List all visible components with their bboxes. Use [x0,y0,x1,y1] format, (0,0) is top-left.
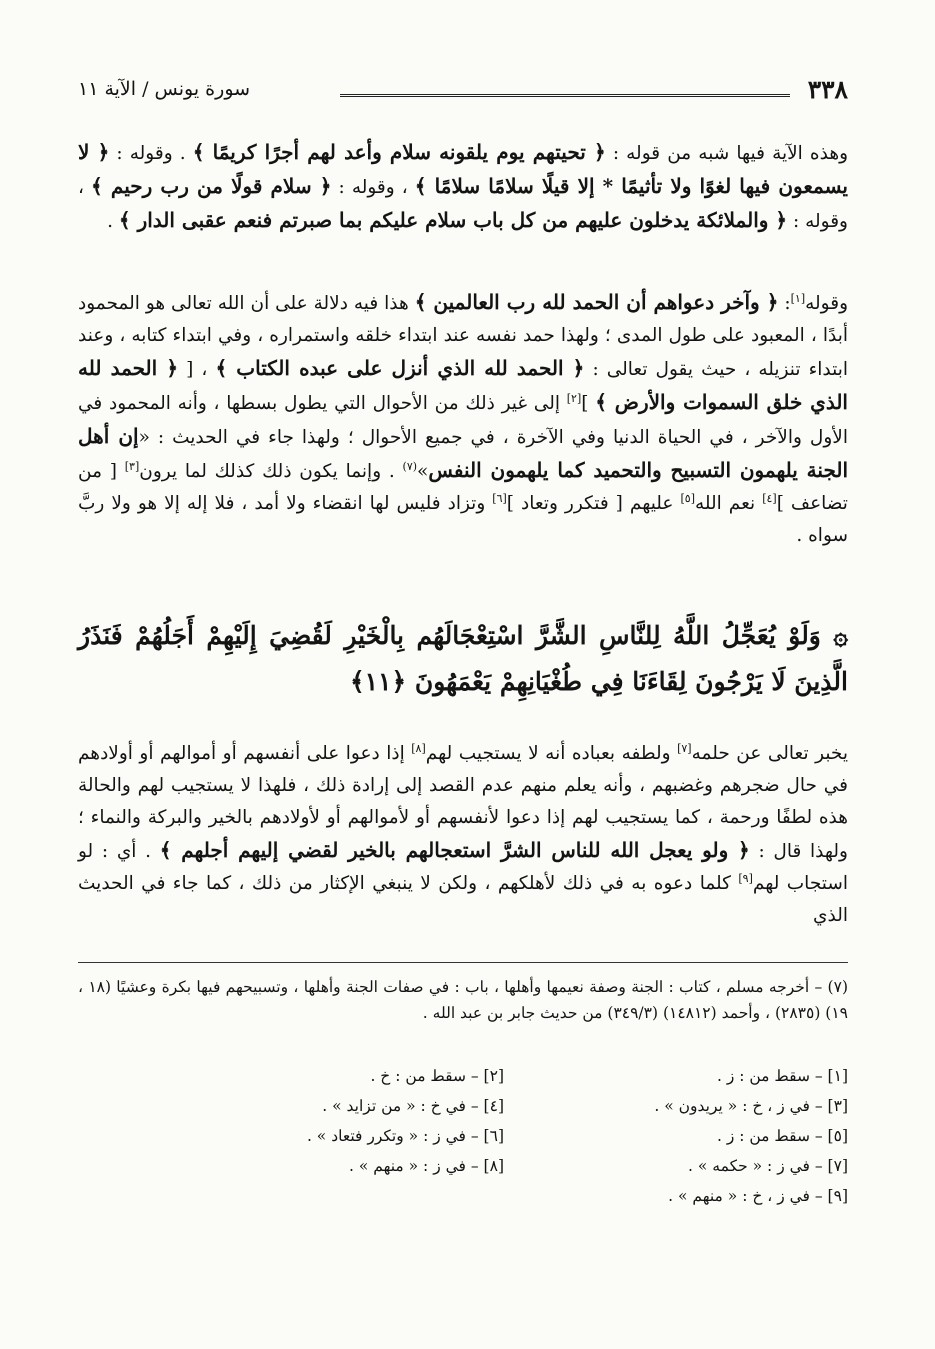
variant-ref: [٤] [762,491,777,505]
text: عليهم [ فتكرر وتعاد ] [506,493,674,514]
text: . وقوله : [116,143,186,164]
footnote-divider [78,962,848,963]
variant-note: [٨] – في ز : « منهم » . [349,1157,504,1175]
quran-verse [78,613,848,705]
variant-notes [160,1064,848,1209]
quran-quote: ﴿ والملائكة يدخلون عليهم من كل باب سلام عليكم بما صبرتم فنعم عقبى الدار ﴾ [118,208,788,232]
variant-note: [٢] – سقط من : خ . [370,1067,504,1085]
variant-ref: [٢] [566,391,582,405]
text: . أي : لو استجاب لهم [78,841,848,894]
variant-note: [٦] – في ز : « وتكرر فتعاد » . [306,1127,504,1145]
quran-quote: ﴿ لا يسمعون فيها لغوًا ولا تأثيمًا * إلا قيلًا سلامًا سلامًا ﴾ [78,140,848,198]
variant-note: [٥] – سقط من : ز . [716,1127,848,1145]
text: [ من تضاعف ] [78,461,848,514]
text: إلى غير ذلك من الأحوال التي يطول بسطها ، وأنه المحمود في الأول والآخر ، في الحياة الدنيا وفي الآخرة ، في جميع الأحوال ؛ ولهذا جاء في الحديث : « [78,393,848,448]
variant-ref: [٣] [124,459,140,473]
footnote-mark: (٧) [827,978,848,996]
text: وتزاد فليس لها انقضاء ولا أمد ، فلا إله إلا هو ولا ربَّ سواه . [78,493,848,546]
verse-number: ﴿١١﴾ [349,667,407,696]
text: إذا دعوا على أنفسهم أو أموالهم أو أولادهم في حال ضجرهم وغضبهم ، وأنه يعلم منهم عدم القصد إلى إرادة ذلك ، فلهذا لا يستجيب لهم والحالة هذه لطفًا ورحمة ، كما يستجيب لهم إذا دعوا لأنفسهم أو لأموالهم أو لأولادهم بالخير والبركة والنماء ؛ ولهذا قال : [78,743,848,862]
paragraph-tafsir [78,738,848,932]
quran-quote: ﴿ الحمد لله الذي خلق السموات والأرض ﴾ [78,356,848,414]
text: نعم الله [694,493,756,514]
footnote-7 [78,974,848,1026]
text: وهذه الآية فيها شبه من قوله : [612,143,849,164]
variant-ref: [٩] [738,871,753,885]
quran-quote: ﴿ سلام قولًا من رب رحيم ﴾ [91,174,332,198]
page-number: ٣٣٨ [807,74,848,104]
footnote-ref: (٧) [402,459,418,473]
text: ، [ [186,359,208,380]
variant-note: [٧] – في ز : « حكمه » . [688,1157,848,1175]
variant-note: [٣] – في ز ، خ : « يريدون » . [654,1097,848,1115]
text: ] [581,393,589,414]
variant-note: [٤] – في خ : « من تزايد » . [322,1097,504,1115]
surah-title: سورة يونس / الآية ١١ [78,78,251,100]
text: وقوله [805,293,848,314]
quran-quote: ﴿ تحيتهم يوم يلقونه سلام وأعد لهم أجرًا كريمًا ﴾ [192,140,606,164]
quran-quote: ﴿ الحمد لله الذي أنزل على عبده الكتاب ﴾ [215,356,585,380]
text: : [784,293,791,314]
text: ولطفه بعباده أنه لا يستجيب لهم [425,743,671,764]
variant-ref: [٧] [677,741,692,755]
verse-text: وَلَوْ يُعَجِّلُ اللَّهُ لِلنَّاسِ الشَّرَّ اسْتِعْجَالَهُم بِالْخَيْرِ لَقُضِيَ إِلَيْهِمْ أَجَلُهُمْ فَنَذَرُ الَّذِينَ لَا يَرْجُونَ لِقَاءَنَا فِي طُغْيَانِهِمْ يَعْمَهُونَ [78,621,848,696]
text: » [417,461,429,482]
text: ، وقوله : [78,177,848,232]
variant-ref: [٦] [492,491,507,505]
verse-marker: ۞ [833,621,848,650]
running-header [78,72,848,106]
text: ، وقوله : [338,177,408,198]
variant-note: [٩] – في ز ، خ : « منهم » . [668,1187,848,1205]
footnote-text: – أخرجه مسلم ، كتاب : الجنة وصفة نعيمها وأهلها ، باب : في صفات الجنة وأهلها ، وتسبيحهم فيها بكرة وعشيًا (١٨ ، ١٩) (٢٨٣٥) ، وأحمد (١٤٨١٢) (٣٤٩/٣) من حديث جابر بن عبد الله . [78,978,848,1022]
variant-ref: [١] [790,291,806,305]
text: هذا فيه دلالة على أن الله تعالى هو المحمود أبدًا ، المعبود على طول المدى ؛ ولهذا حمد نفسه عند ابتداء خلقه واستمراره ، وفي ابتداء كتابه ، وعند ابتداء تنزيله ، حيث يقول تعالى : [78,293,848,380]
paragraph-praise [78,286,848,552]
variant-note: [١] – سقط من : ز . [716,1067,848,1085]
quran-quote: ﴿ ولو يعجل الله للناس الشرَّ استعجالهم بالخير لقضي إليهم أجلهم ﴾ [159,838,750,862]
text: كلما دعوه به في ذلك لأهلكهم ، ولكن لا ينبغي الإكثار من ذلك ، كما جاء في الحديث الذي [78,873,848,926]
variant-ref: [٨] [411,741,426,755]
hadith-quote: إن أهل الجنة يلهمون التسبيح والتحميد كما يلهمون النفس [78,424,849,482]
text: . [107,211,114,232]
header-rule [340,94,790,97]
paragraph-similar-verses [78,136,848,238]
text: . وإنما يكون ذلك كذلك لما يرون [139,461,395,482]
variant-ref: [٥] [680,491,695,505]
text: يخبر تعالى عن حلمه [691,743,848,764]
quran-quote: ﴿ وآخر دعواهم أن الحمد لله رب العالمين ﴾ [414,290,779,314]
